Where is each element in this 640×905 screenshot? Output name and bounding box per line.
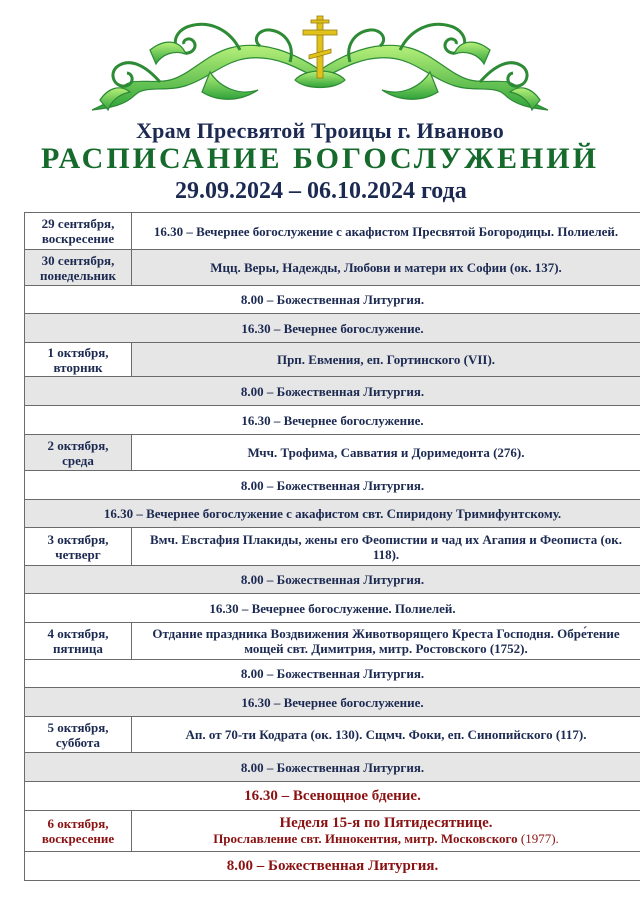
service-cell: 8.00 – Божественная Литургия. [25,471,640,500]
day-weekday: воскресение [41,231,115,246]
service-cell: 8.00 – Божественная Литургия. [25,753,640,782]
service-cell: 8.00 – Божественная Литургия. [25,660,640,688]
schedule-row [25,717,640,753]
day-weekday: четверг [55,546,101,562]
schedule-row [25,500,640,528]
service-cell: Прп. Евмения, еп. Гортинского (VII). [132,343,640,377]
service-cell: 16.30 – Всенощное бдение. [25,782,640,811]
schedule-table [24,212,640,881]
schedule-row [25,782,640,811]
day-date: 5 октября, [47,719,109,735]
schedule-row [25,594,640,623]
day-date: 1 октября, [47,344,109,360]
day-weekday: воскресение [41,831,115,846]
service-cell: 16.30 – Вечернее богослужение. Полиелей. [25,594,640,623]
day-cell [25,435,132,471]
schedule-row [25,435,640,471]
date-range: 29.09.2024 – 06.10.2024 года [175,178,467,204]
day-cell [25,623,132,660]
service-cell: 16.30 – Вечернее богослужение. [25,314,640,343]
service-cell: 8.00 – Божественная Литургия. [25,852,640,881]
schedule-row [25,286,640,314]
day-weekday: среда [62,452,94,468]
schedule-row [25,406,640,435]
schedule-row [25,566,640,594]
service-cell: 8.00 – Божественная Литургия. [25,286,640,314]
service-cell: 16.30 – Вечернее богослужение. [25,688,640,717]
schedule-row [25,471,640,500]
feast-subtitle [136,831,636,846]
schedule-row [25,250,640,286]
feast-title: Неделя 15-я по Пятидесятнице. [279,815,493,831]
day-weekday: вторник [53,359,103,375]
service-cell: 16.30 – Вечернее богослужение с акафистом Пресвятой Богородицы. Полиелей. [132,213,640,250]
schedule-row [25,377,640,406]
day-weekday: суббота [55,734,101,750]
schedule-row [25,343,640,377]
floral-ornament [90,10,550,118]
service-cell: 8.00 – Божественная Литургия. [25,377,640,406]
schedule-row [25,811,640,852]
service-cell: 8.00 – Божественная Литургия. [25,566,640,594]
day-cell [25,213,132,250]
schedule-row [25,213,640,250]
day-cell [25,811,132,852]
day-date: 3 октября, [47,531,109,547]
day-cell [25,717,132,753]
service-cell: Мцц. Веры, Надежды, Любови и матери их Софии (ок. 137). [132,250,640,286]
day-date: 30 сентября, [41,252,115,268]
schedule-row [25,753,640,782]
day-date: 4 октября, [47,626,109,641]
day-cell [25,343,132,377]
service-cell: Вмч. Евстафия Плакиды, жены его Феопистии и чад их Агапия и Феописта (ок. 118). [132,528,640,566]
day-date: 2 октября, [47,437,109,453]
schedule-row [25,688,640,717]
day-weekday: понедельник [39,267,117,283]
page-title: РАСПИСАНИЕ БОГОСЛУЖЕНИЙ [41,142,599,175]
day-date: 29 сентября, [41,216,115,231]
feast-subtitle-text: Прославление свт. Иннокентия, митр. Московского [213,831,518,846]
church-name: Храм Пресвятой Троицы г. Иваново [136,118,504,143]
service-cell: 16.30 – Вечернее богослужение. [25,406,640,435]
service-cell: 16.30 – Вечернее богослужение с акафистом свт. Спиридону Тримифунтскому. [25,500,640,528]
schedule-row [25,660,640,688]
feast-year: (1977). [520,831,559,846]
day-cell [25,250,132,286]
service-cell [132,811,640,852]
schedule-row [25,314,640,343]
schedule-row [25,852,640,881]
schedule-row [25,623,640,660]
service-cell: Мчч. Трофима, Савватия и Доримедонта (276). [132,435,640,471]
schedule-row [25,528,640,566]
day-date: 6 октября, [47,816,109,831]
service-cell: Отдание праздника Воздвижения Животворящего Креста Господня. Обре́тение мощей свт. Димитрия, митр. Ростовского (1752). [132,623,640,660]
service-cell: Ап. от 70-ти Кодрата (ок. 130). Сщмч. Фоки, еп. Синопийского (117). [132,717,640,753]
day-cell [25,528,132,566]
day-weekday: пятница [53,641,103,656]
